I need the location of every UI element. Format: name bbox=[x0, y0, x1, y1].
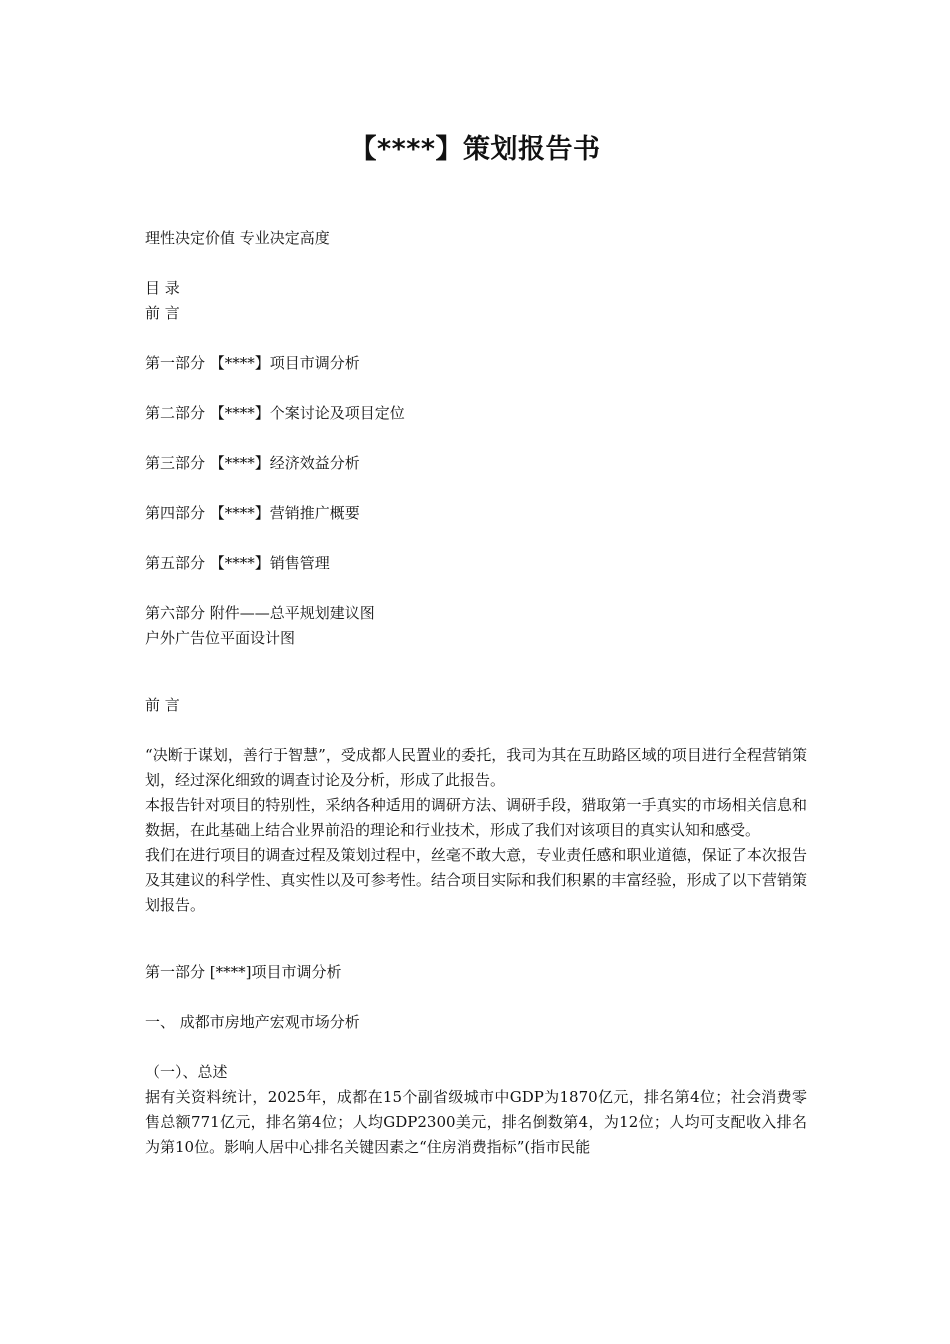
document-title: 【****】策划报告书 bbox=[349, 134, 601, 165]
preface-heading: 前 言 bbox=[145, 696, 180, 714]
toc-heading: 目 录 bbox=[145, 279, 180, 297]
toc-item-preface: 前 言 bbox=[145, 304, 180, 322]
toc-item-part3: 第三部分 【****】经济效益分析 bbox=[145, 454, 360, 472]
subsection1-text: 据有关资料统计，2025年，成都在15个副省级城市中GDP为1870亿元，排名第4位；社会消费零售总额771亿元，排名第4位；人均GDP2300美元，排名倒数第4，为12位；人均可支配收入排名为第10位。影响人居中心排名关键因素之“住房消费指标”(指市民能 bbox=[145, 1088, 807, 1156]
toc-item-part2: 第二部分 【****】个案讨论及项目定位 bbox=[145, 404, 405, 422]
toc-item-part6-sub: 户外广告位平面设计图 bbox=[145, 629, 296, 647]
preface-body bbox=[145, 743, 807, 918]
section1-heading: 一、 成都市房地产宏观市场分析 bbox=[145, 1013, 360, 1031]
toc-item-part1: 第一部分 【****】项目市调分析 bbox=[145, 354, 360, 372]
preface-paragraph: 本报告针对项目的特别性，采纳各种适用的调研方法、调研手段，猎取第一手真实的市场相关信息和数据，在此基础上结合业界前沿的理论和行业技术，形成了我们对该项目的真实认知和感受。 bbox=[145, 796, 807, 839]
preface-paragraph: “决断于谋划，善行于智慧”，受成都人民置业的委托，我司为其在互助路区域的项目进行全程营销策划，经过深化细致的调查讨论及分析，形成了此报告。 bbox=[145, 746, 807, 789]
toc-item-part5: 第五部分 【****】销售管理 bbox=[145, 554, 330, 572]
slogan: 理性决定价值 专业决定高度 bbox=[145, 229, 330, 247]
document-body bbox=[145, 226, 807, 1160]
subsection1-heading: （一）、总述 bbox=[145, 1063, 228, 1081]
preface-paragraph: 我们在进行项目的调查过程及策划过程中，丝毫不敢大意，专业责任感和职业道德，保证了本次报告及其建议的科学性、真实性以及可参考性。结合项目实际和我们积累的丰富经验，形成了以下营销策划报告。 bbox=[145, 846, 807, 914]
toc-item-part4: 第四部分 【****】营销推广概要 bbox=[145, 504, 360, 522]
table-of-contents bbox=[145, 301, 807, 651]
toc-item-part6: 第六部分 附件——总平规划建议图 bbox=[145, 604, 375, 622]
part1-heading: 第一部分 [****]项目市调分析 bbox=[145, 963, 342, 981]
